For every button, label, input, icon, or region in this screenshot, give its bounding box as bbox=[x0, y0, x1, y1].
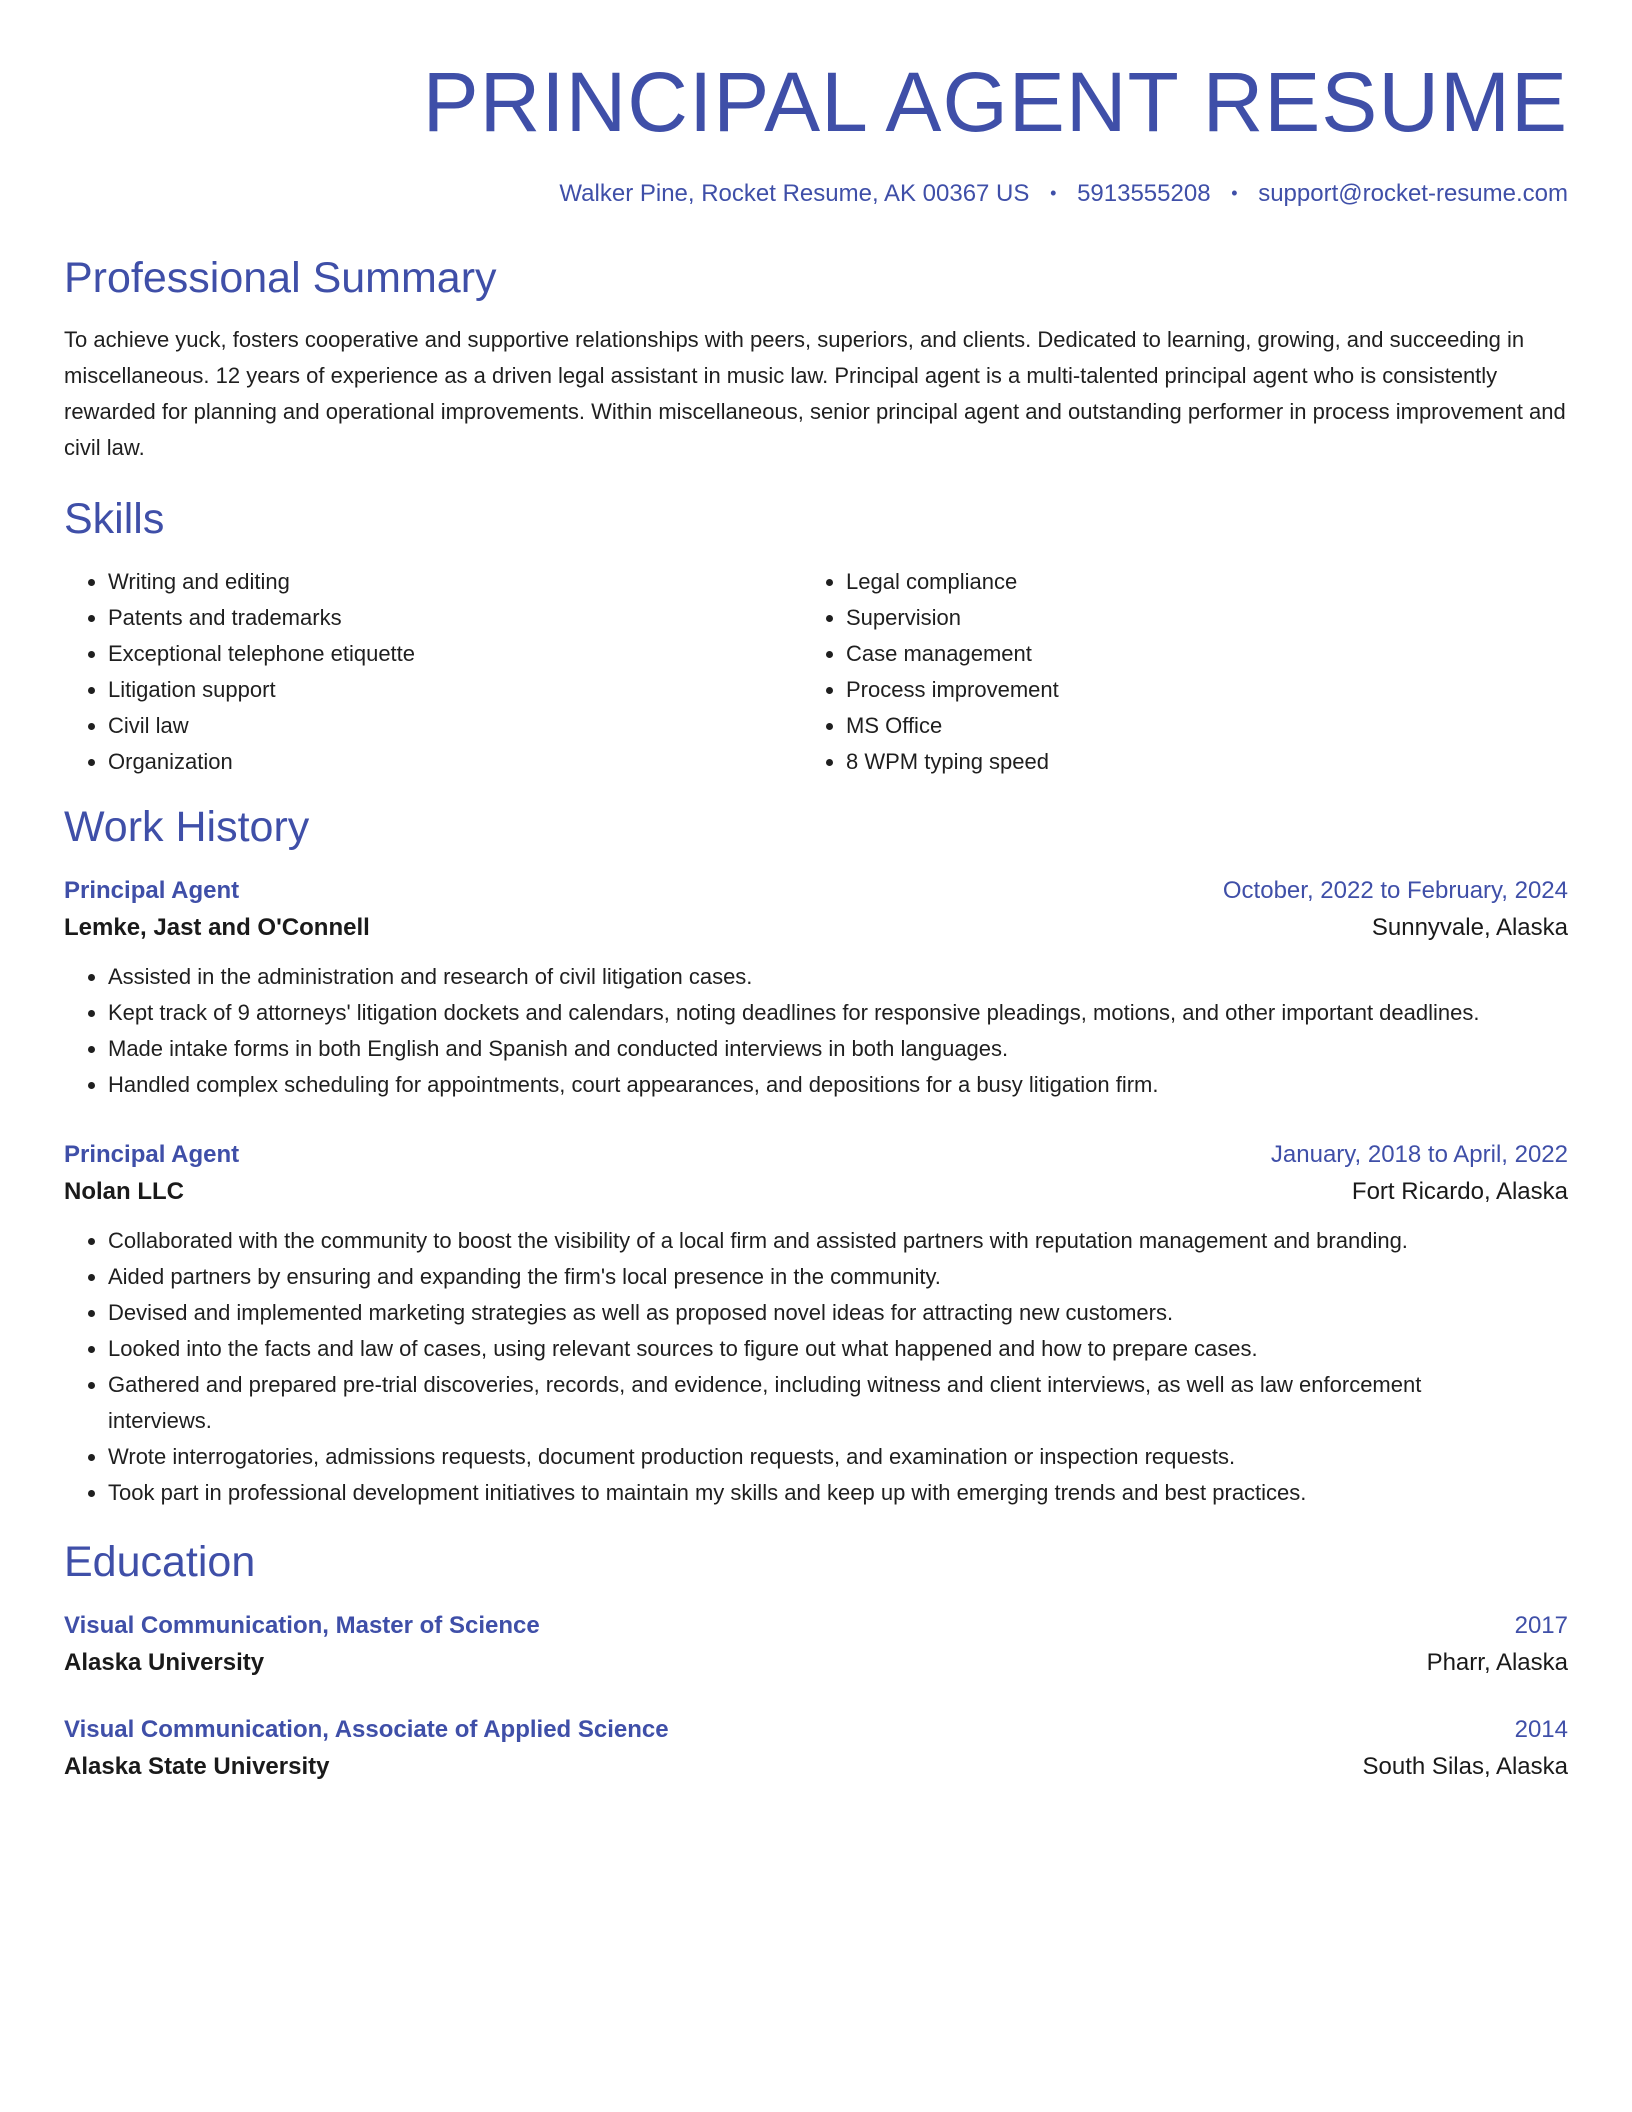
job-company-row bbox=[64, 1173, 1568, 1211]
job-title: Principal Agent bbox=[64, 1140, 240, 1168]
job-location: Fort Ricardo, Alaska bbox=[1351, 1177, 1568, 1205]
job-bullet: • Gathered and prepared pre-trial discoveries, records, and evidence, including witness and client interviews, as well as law enforcement interviews. bbox=[108, 1367, 1568, 1439]
skills-list-left bbox=[64, 564, 802, 780]
skill-item: • Process improvement bbox=[846, 672, 1540, 708]
contact-phone: 5913555208 bbox=[1077, 180, 1211, 208]
job-header-row bbox=[64, 873, 1568, 909]
skill-item: • Patents and trademarks bbox=[108, 600, 802, 636]
skills-list-right bbox=[802, 564, 1540, 780]
section-title-education: Education bbox=[64, 1537, 256, 1586]
job-bullet: • Wrote interrogatories, admissions requests, document production requests, and examination or inspection requests. bbox=[108, 1439, 1568, 1475]
education-degree: Visual Communication, Associate of Applied Science bbox=[64, 1716, 669, 1744]
work-history-section bbox=[64, 804, 1568, 1511]
education-degree-row bbox=[64, 1608, 1568, 1644]
professional-summary-section bbox=[64, 255, 1568, 466]
education-entry bbox=[64, 1712, 1568, 1786]
job-bullet: • Handled complex scheduling for appointments, court appearances, and depositions for a busy litigation firm. bbox=[108, 1067, 1568, 1103]
contact-address: Walker Pine, Rocket Resume, AK 00367 US bbox=[559, 180, 1030, 208]
job-bullet: • Took part in professional development initiatives to maintain my skills and keep up with emerging trends and best practices. bbox=[108, 1475, 1568, 1511]
education-year: 2014 bbox=[1514, 1716, 1568, 1744]
education-entry bbox=[64, 1608, 1568, 1682]
skill-item: • Exceptional telephone etiquette bbox=[108, 636, 802, 672]
education-year: 2017 bbox=[1514, 1612, 1568, 1640]
section-title-skills: Skills bbox=[64, 495, 165, 544]
skill-item: • Organization bbox=[108, 744, 802, 780]
skill-item: • Case management bbox=[846, 636, 1540, 672]
skills-grid bbox=[64, 564, 1568, 780]
education-degree-row bbox=[64, 1712, 1568, 1748]
skill-item: • Supervision bbox=[846, 600, 1540, 636]
skills-section bbox=[64, 496, 1568, 779]
job-company: Lemke, Jast and O'Connell bbox=[64, 913, 370, 941]
section-title-summary: Professional Summary bbox=[64, 253, 497, 302]
job-bullet: • Aided partners by ensuring and expanding the firm's local presence in the community. bbox=[108, 1259, 1568, 1295]
job-bullet: • Made intake forms in both English and Spanish and conducted interviews in both languages. bbox=[108, 1031, 1568, 1067]
contact-separator: • bbox=[1050, 183, 1057, 204]
education-degree: Visual Communication, Master of Science bbox=[64, 1612, 540, 1640]
education-school: Alaska State University bbox=[64, 1753, 330, 1781]
contact-email: support@rocket-resume.com bbox=[1258, 180, 1568, 208]
resume-header bbox=[64, 48, 1568, 209]
education-location: South Silas, Alaska bbox=[1362, 1753, 1568, 1781]
job-dates: October, 2022 to February, 2024 bbox=[1222, 876, 1568, 904]
skill-item: • Writing and editing bbox=[108, 564, 802, 600]
job-company-row bbox=[64, 909, 1568, 947]
contact-line bbox=[64, 180, 1568, 209]
job-dates: January, 2018 to April, 2022 bbox=[1270, 1140, 1568, 1168]
job-company: Nolan LLC bbox=[64, 1177, 184, 1205]
job-title: Principal Agent bbox=[64, 876, 240, 904]
resume-title: PRINCIPAL AGENT RESUME bbox=[422, 55, 1568, 149]
skill-item: • 8 WPM typing speed bbox=[846, 744, 1540, 780]
job-bullet: • Collaborated with the community to boost the visibility of a local firm and assisted partners with reputation management and branding. bbox=[108, 1223, 1568, 1259]
job-entry bbox=[64, 1137, 1568, 1511]
skill-item: • Litigation support bbox=[108, 672, 802, 708]
job-bullet: • Assisted in the administration and research of civil litigation cases. bbox=[108, 959, 1568, 995]
education-section bbox=[64, 1539, 1568, 1786]
education-school-row bbox=[64, 1748, 1568, 1786]
job-bullet: • Devised and implemented marketing strategies as well as proposed novel ideas for attracting new customers. bbox=[108, 1295, 1568, 1331]
summary-text: To achieve yuck, fosters cooperative and supportive relationships with peers, superiors, and clients. Dedicated to learning, growing, and succeeding in miscellaneous. 12 years of experience as a driven legal assistant in music law. Principal agent is a multi-talented principal agent who is consistently rewarded for planning and operational improvements. Within miscellaneous, senior principal agent and outstanding performer in process improvement and civil law. bbox=[64, 327, 1566, 461]
education-location: Pharr, Alaska bbox=[1426, 1649, 1568, 1677]
job-location: Sunnyvale, Alaska bbox=[1371, 913, 1568, 941]
education-school: Alaska University bbox=[64, 1649, 265, 1677]
skill-item: • Legal compliance bbox=[846, 564, 1540, 600]
job-bullets bbox=[64, 959, 1568, 1103]
section-title-work: Work History bbox=[64, 802, 310, 851]
contact-separator: • bbox=[1231, 183, 1238, 204]
job-bullet: • Looked into the facts and law of cases, using relevant sources to figure out what happened and how to prepare cases. bbox=[108, 1331, 1568, 1367]
job-bullet: • Kept track of 9 attorneys' litigation dockets and calendars, noting deadlines for responsive pleadings, motions, and other important deadlines. bbox=[108, 995, 1568, 1031]
job-entry bbox=[64, 873, 1568, 1103]
skill-item: • MS Office bbox=[846, 708, 1540, 744]
education-school-row bbox=[64, 1644, 1568, 1682]
job-header-row bbox=[64, 1137, 1568, 1173]
job-bullets bbox=[64, 1223, 1568, 1511]
skill-item: • Civil law bbox=[108, 708, 802, 744]
